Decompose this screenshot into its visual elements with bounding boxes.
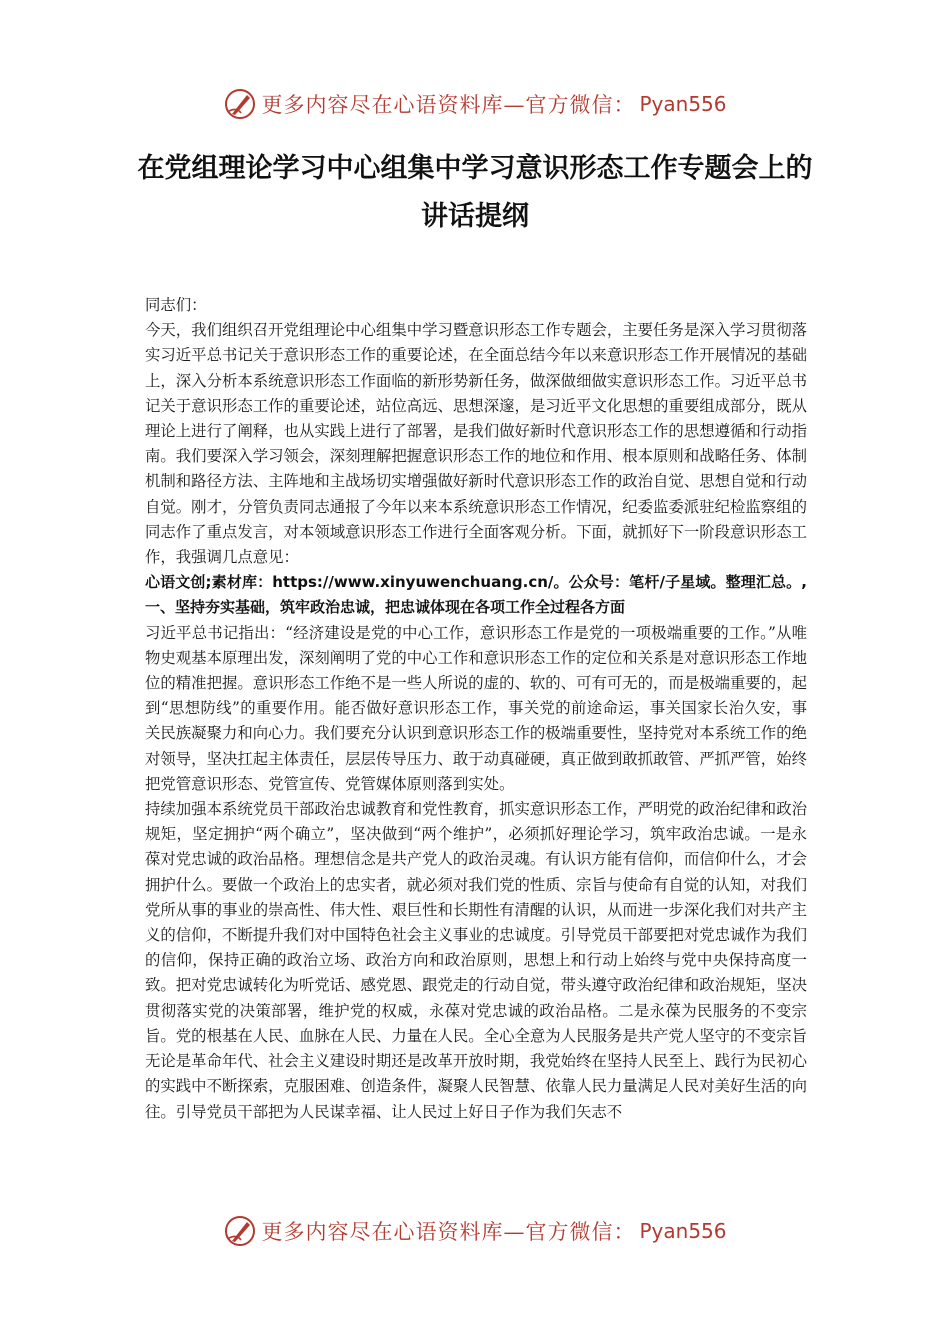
section-heading-1: 心语文创;素材库：https://www.xinyuwenchuang.cn/。公众号：笔杆/子星域。整理汇总。,一、坚持夯实基础，筑牢政治忠诚，把忠诚体现在各项工作全过程各方面 — [145, 573, 807, 617]
header-watermark-banner — [0, 84, 950, 124]
document-title: 在党组理论学习中心组集中学习意识形态工作专题会上的讲话提纲 — [137, 153, 813, 232]
quill-pen-icon — [223, 87, 257, 121]
banner-wechat-id: Pyan556 — [639, 92, 727, 116]
banner-text: 更多内容尽在心语资料库—官方微信： — [261, 1220, 636, 1244]
banner-wechat-id: Pyan556 — [639, 1219, 727, 1243]
document-body — [145, 293, 807, 1125]
salutation: 同志们： — [145, 296, 207, 314]
quill-pen-icon — [223, 1214, 257, 1248]
banner-text: 更多内容尽在心语资料库—官方微信： — [261, 93, 636, 117]
paragraph: 习近平总书记指出：“经济建设是党的中心工作，意识形态工作是党的一项极端重要的工作。”从唯物史观基本原理出发，深刻阐明了党的中心工作和意识形态工作的定位和关系是对意识形态工作地位的精准把握。意识形态工作绝不是一些人所说的虚的、软的、可有可无的，而是极端重要的，起到“思想防线”的重要作用。能否做好意识形态工作，事关党的前途命运，事关国家长治久安，事关民族凝聚力和向心力。我们要充分认识到意识形态工作的极端重要性，坚持党对本系统工作的绝对领导，坚决扛起主体责任，层层传导压力、敢于动真碰硬，真正做到敢抓敢管、严抓严管，始终把党管意识形态、党管宣传、党管媒体原则落到实处。 — [145, 623, 807, 793]
paragraph-intro: 今天，我们组织召开党组理论中心组集中学习暨意识形态工作专题会，主要任务是深入学习贯彻落实习近平总书记关于意识形态工作的重要论述，在全面总结今年以来意识形态工作开展情况的基础上，深入分析本系统意识形态工作面临的新形势新任务，做深做细做实意识形态工作。习近平总书记关于意识形态工作的重要论述，站位高远、思想深邃，是习近平文化思想的重要组成部分，既从理论上进行了阐释，也从实践上进行了部署，是我们做好新时代意识形态工作的思想遵循和行动指南。我们要深入学习领会，深刻理解把握意识形态工作的地位和作用、根本原则和战略任务、体制机制和路径方法、主阵地和主战场切实增强做好新时代意识形态工作的政治自觉、思想自觉和行动自觉。刚才，分管负责同志通报了今年以来本系统意识形态工作情况，纪委监委派驻纪检监察组的同志作了重点发言，对本领域意识形态工作进行全面客观分析。下面，就抓好下一阶段意识形态工作，我强调几点意见： — [145, 321, 807, 567]
paragraph: 持续加强本系统党员干部政治忠诚教育和党性教育，抓实意识形态工作，严明党的政治纪律和政治规矩，坚定拥护“两个确立”，坚决做到“两个维护”，必须抓好理论学习，筑牢政治忠诚。一是永葆对党忠诚的政治品格。理想信念是共产党人的政治灵魂。有认识方能有信仰，而信仰什么，才会拥护什么。要做一个政治上的忠实者，就必须对我们党的性质、宗旨与使命有自觉的认知，对我们党所从事的事业的崇高性、伟大性、艰巨性和长期性有清醒的认识，从而进一步深化我们对共产主义的信仰，不断提升我们对中国特色社会主义事业的忠诚度。引导党员干部要把对党忠诚作为我们的信仰，保持正确的政治立场、政治方向和政治原则，思想上和行动上始终与党中央保持高度一致。把对党忠诚转化为听党话、感党恩、跟党走的行动自觉，带头遵守政治纪律和政治规矩，坚决贯彻落实党的决策部署，维护党的权威，永葆对党忠诚的政治品格。二是永葆为民服务的不变宗旨。党的根基在人民、血脉在人民、力量在人民。全心全意为人民服务是共产党人坚守的不变宗旨无论是革命年代、社会主义建设时期还是改革开放时期，我党始终在坚持人民至上、践行为民初心的实践中不断探索，克服困难、创造条件，凝聚人民智慧、依靠人民力量满足人民对美好生活的向往。引导党员干部把为人民谋幸福、让人民过上好日子作为我们矢志不 — [145, 800, 807, 1121]
footer-watermark-banner — [0, 1211, 950, 1251]
